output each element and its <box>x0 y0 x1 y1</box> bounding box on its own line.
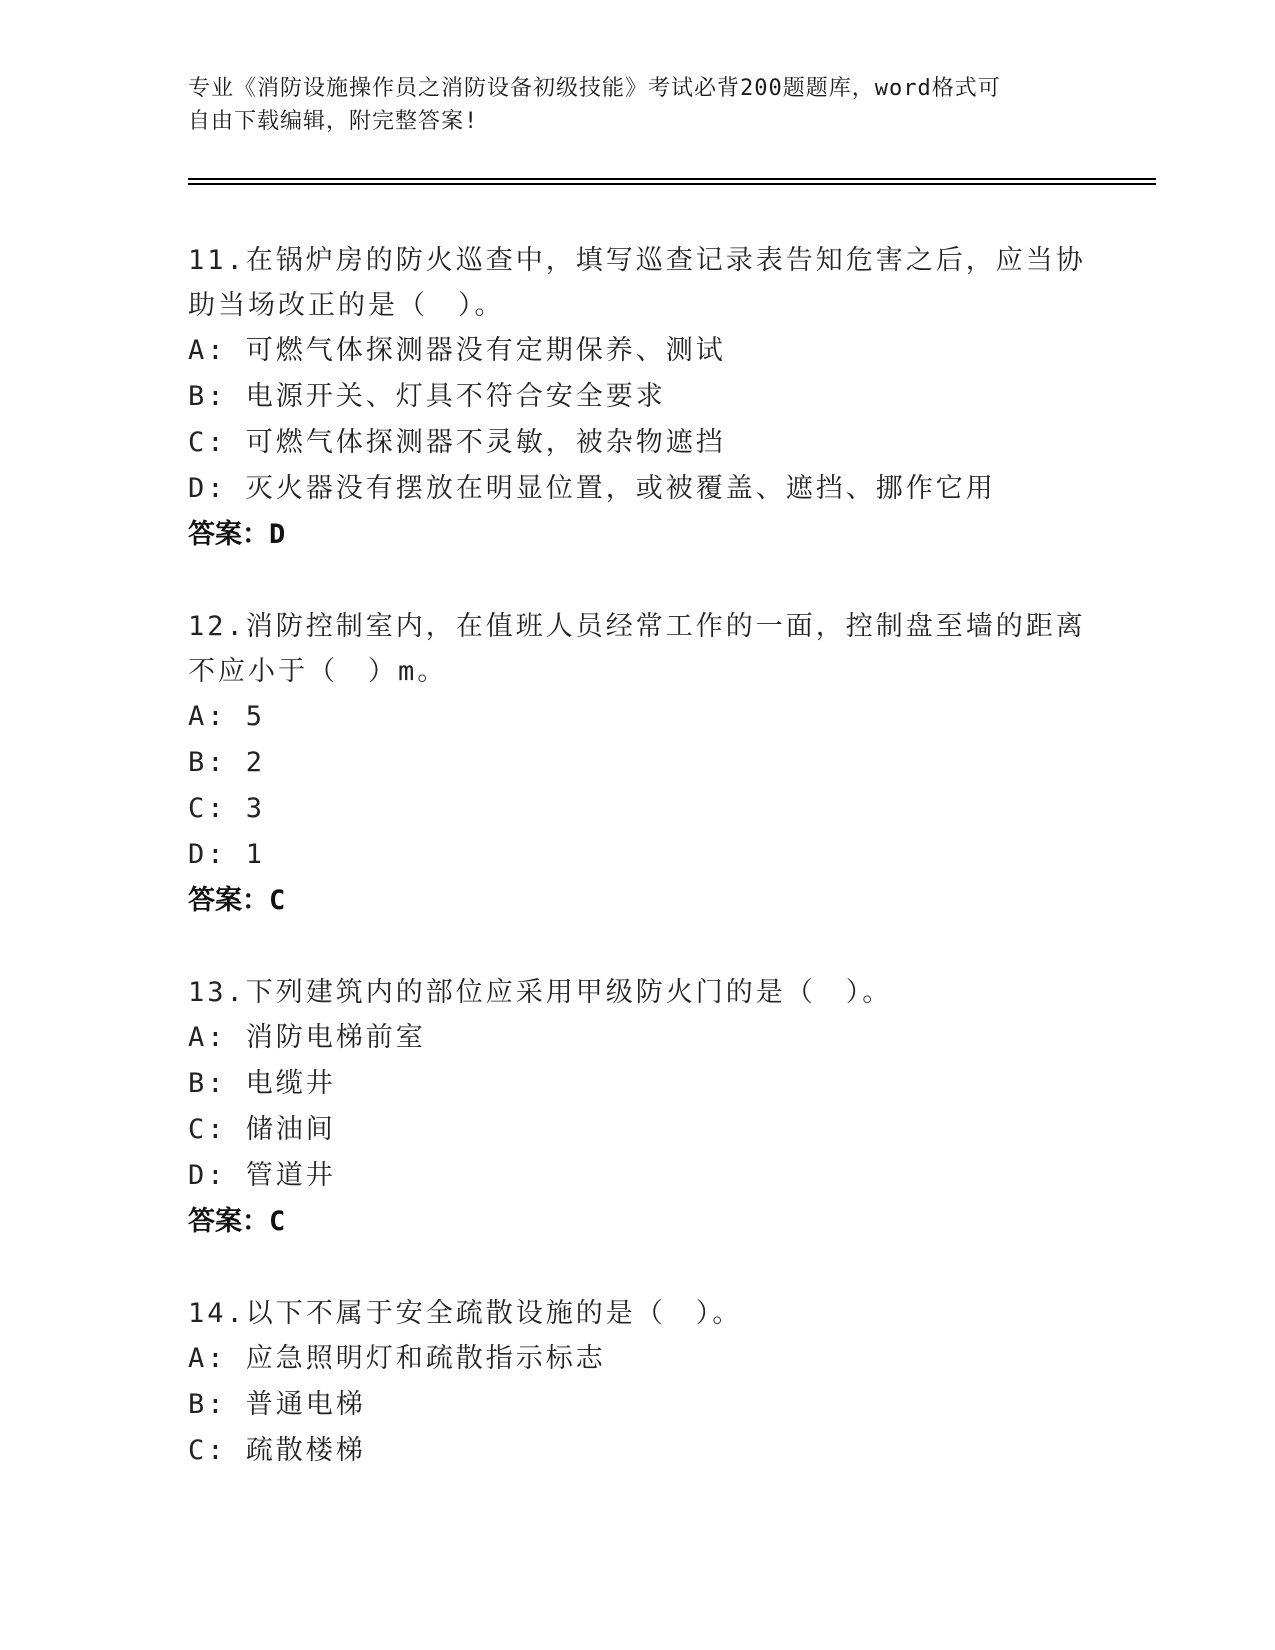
question-stem: 13.下列建筑内的部位应采用甲级防火门的是（ ）。 <box>188 977 893 1008</box>
header-line-2: 自由下载编辑，附完整答案! <box>188 109 479 134</box>
option-b: B: 普通电梯 <box>188 1389 366 1420</box>
question-stem: 11.在锅炉房的防火巡查中，填写巡查记录表告知危害之后，应当协助当场改正的是（ ）。 <box>188 245 1086 321</box>
option-c: C: 储油间 <box>188 1114 336 1145</box>
option-a: A: 应急照明灯和疏散指示标志 <box>188 1343 606 1374</box>
question-stem: 12.消防控制室内，在值班人员经常工作的一面，控制盘至墙的距离不应小于（ ）m。 <box>188 611 1086 687</box>
option-a: A: 5 <box>188 701 266 732</box>
question-11 <box>188 238 1088 558</box>
option-b: B: 2 <box>188 747 266 778</box>
question-list <box>188 238 1088 1520</box>
answer: 答案：D <box>188 519 286 550</box>
option-c: C: 疏散楼梯 <box>188 1435 366 1466</box>
option-d: D: 1 <box>188 839 266 870</box>
option-d: D: 管道井 <box>188 1160 336 1191</box>
question-12 <box>188 604 1088 924</box>
header-divider-top <box>188 178 1156 180</box>
option-b: B: 电源开关、灯具不符合安全要求 <box>188 381 666 412</box>
answer: 答案：C <box>188 1206 286 1237</box>
question-stem: 14.以下不属于安全疏散设施的是（ ）。 <box>188 1298 743 1329</box>
option-c: C: 可燃气体探测器不灵敏，被杂物遮挡 <box>188 427 726 458</box>
document-header <box>188 72 1068 138</box>
header-divider-bottom <box>188 183 1156 185</box>
header-line-1: 专业《消防设施操作员之消防设备初级技能》考试必背200题题库，word格式可 <box>188 76 1001 101</box>
option-a: A: 可燃气体探测器没有定期保养、测试 <box>188 335 726 366</box>
answer: 答案：C <box>188 885 286 916</box>
option-c: C: 3 <box>188 793 266 824</box>
option-a: A: 消防电梯前室 <box>188 1022 426 1053</box>
option-d: D: 灭火器没有摆放在明显位置，或被覆盖、遮挡、挪作它用 <box>188 473 996 504</box>
question-14 <box>188 1291 1088 1474</box>
question-13 <box>188 970 1088 1245</box>
option-b: B: 电缆井 <box>188 1068 336 1099</box>
